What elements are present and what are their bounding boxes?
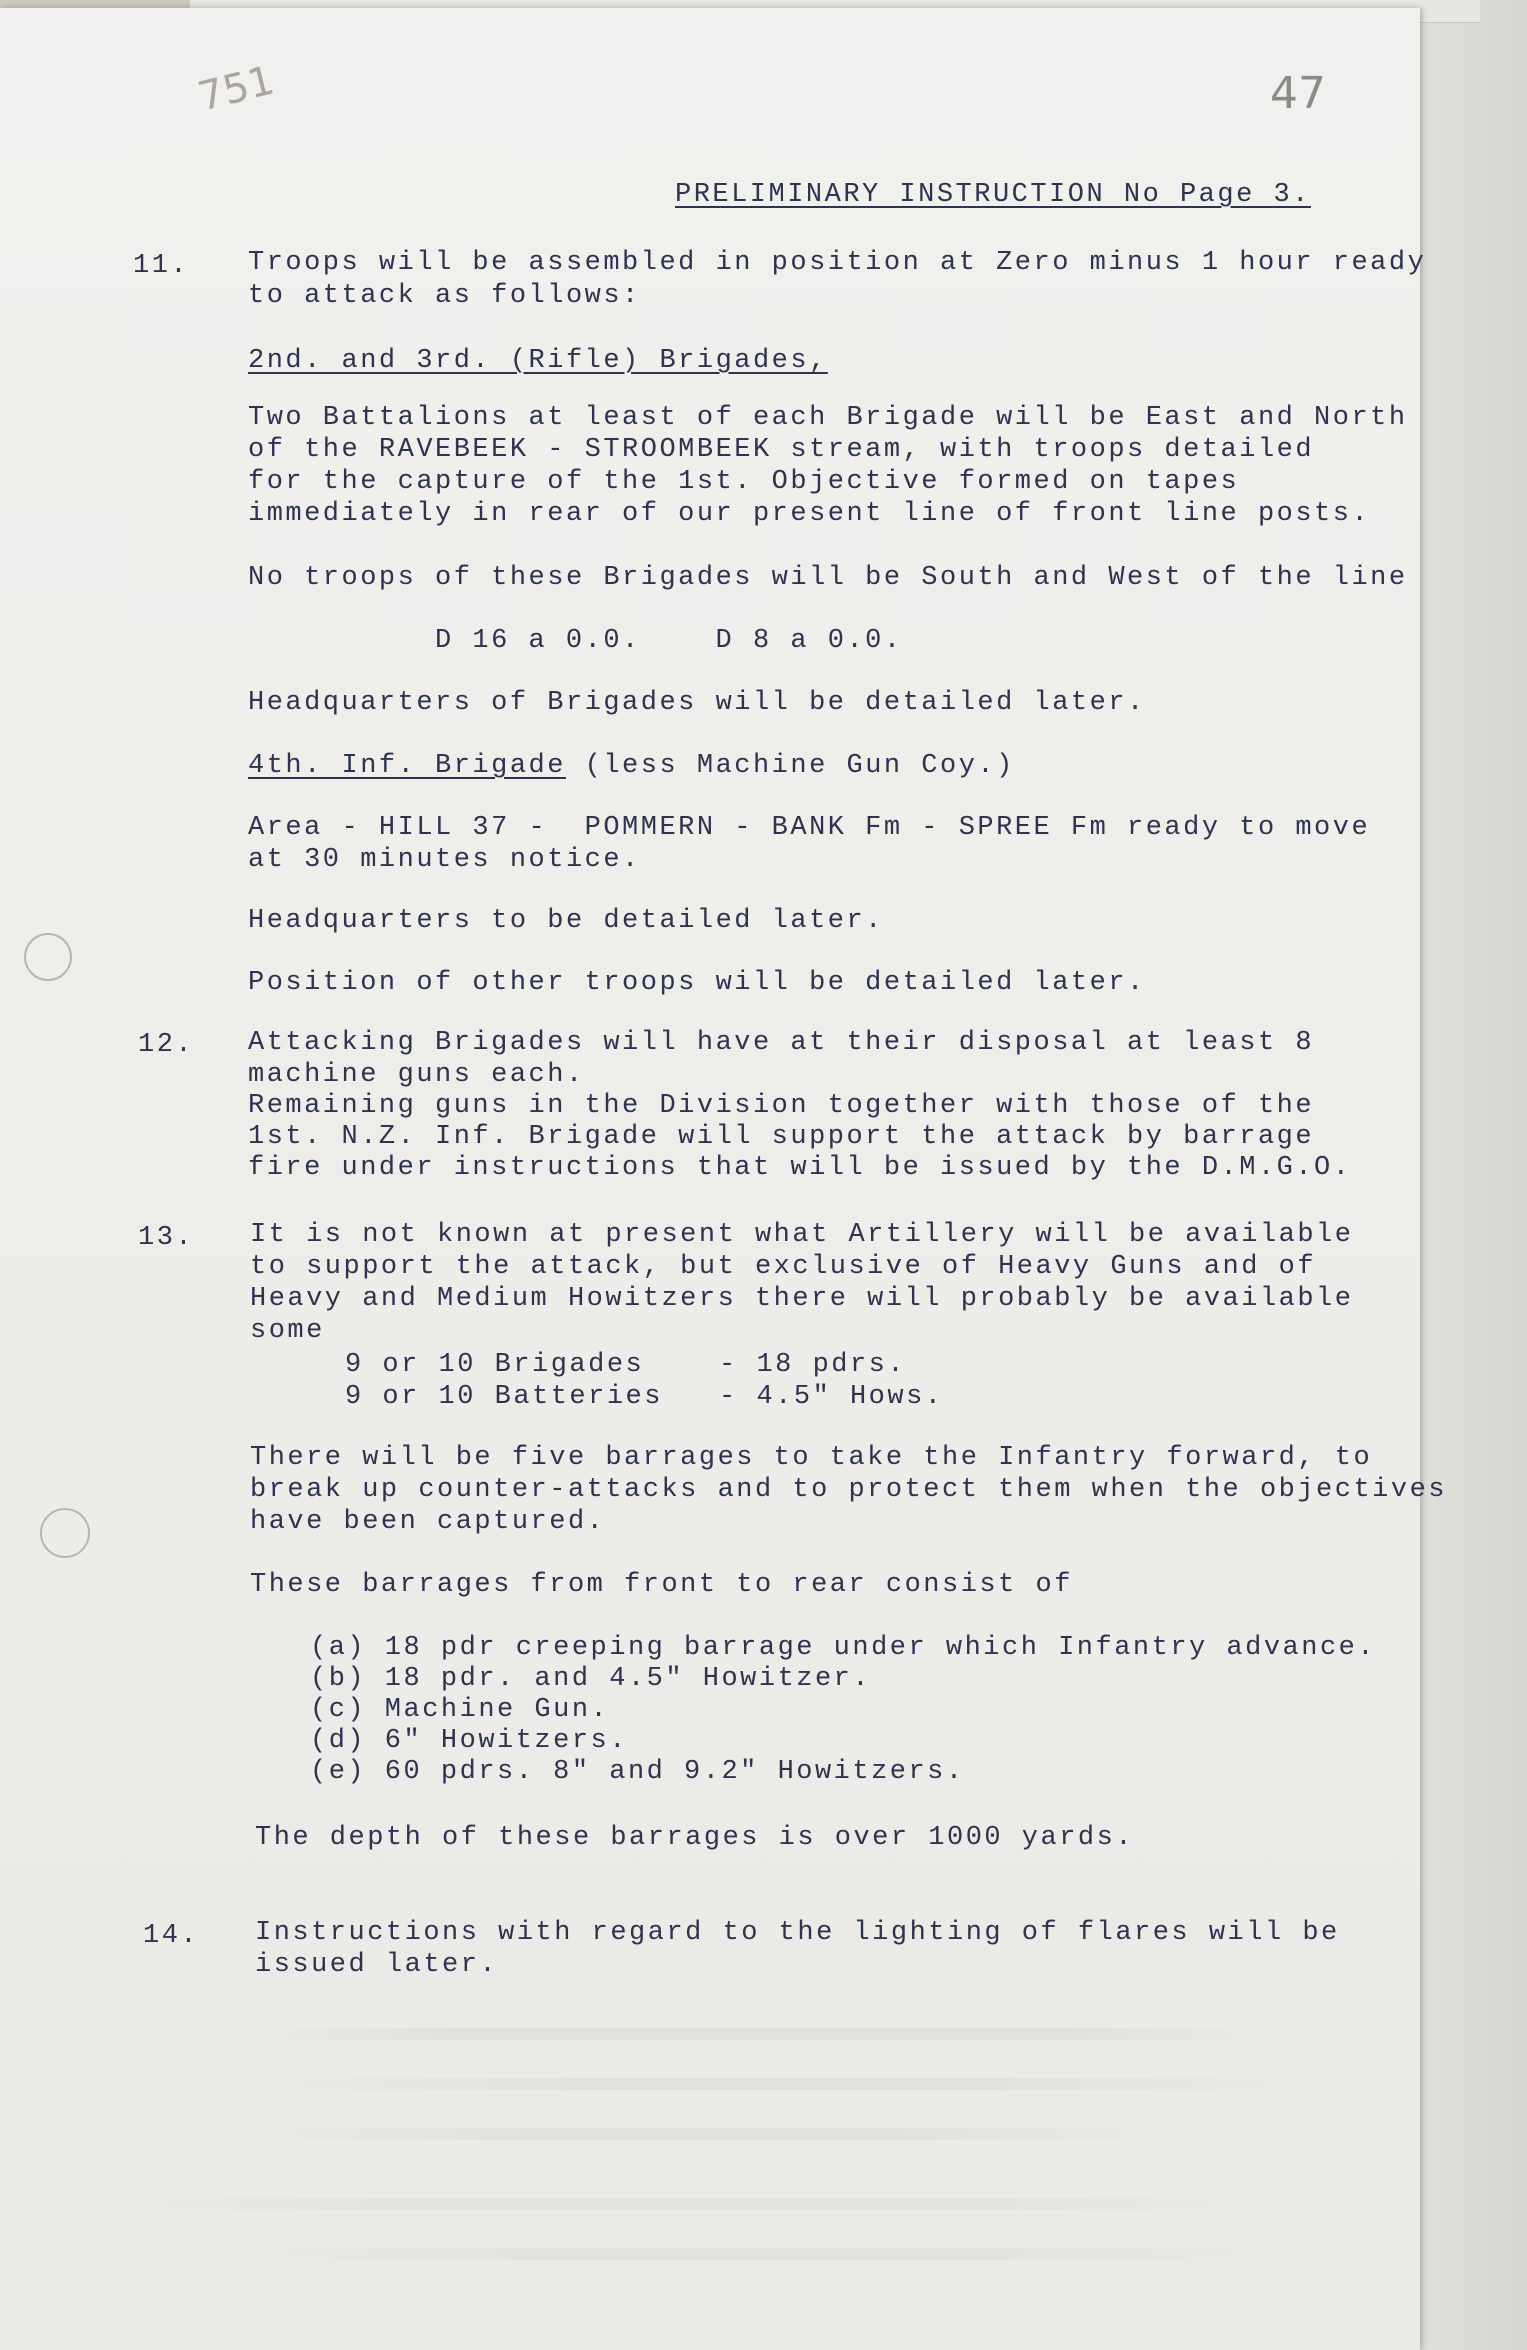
barrage-list-item: (d) 6" Howitzers. [310,1726,628,1756]
paragraph-line: Headquarters of Brigades will be detailed later. [248,688,1146,718]
section-text-line: Heavy and Medium Howitzers there will probably be available [250,1284,1354,1314]
page-title: PRELIMINARY INSTRUCTION No Page 3. [675,180,1311,210]
section-text-line: Instructions with regard to the lighting of flares will be [255,1918,1340,1948]
paragraph-line: The depth of these barrages is over 1000 yards. [255,1823,1135,1853]
section-text-line: It is not known at present what Artillery will be available [250,1220,1354,1250]
barrage-list-item: (a) 18 pdr creeping barrage under which Infantry advance. [310,1633,1377,1663]
artillery-line: 9 or 10 Batteries - 4.5" Hows. [345,1382,944,1412]
hole-punch-mark [24,933,72,981]
paragraph-line: Position of other troops will be detailed later. [248,968,1146,998]
section-text-line: Attacking Brigades will have at their disposal at least 8 [248,1028,1315,1058]
subheading: 2nd. and 3rd. (Rifle) Brigades, [248,346,828,376]
map-reference: D 16 a 0.0. D 8 a 0.0. [435,626,903,656]
section-text-line: 1st. N.Z. Inf. Brigade will support the attack by barrage [248,1122,1315,1152]
barrage-list-item: (c) Machine Gun. [310,1695,610,1725]
archive-number: 751 [193,57,279,121]
paragraph-line: Area - HILL 37 - POMMERN - BANK Fm - SPREE Fm ready to move [248,813,1371,843]
paragraph-line: immediately in rear of our present line of front line posts. [248,499,1371,529]
section-text-line: to support the attack, but exclusive of Heavy Guns and of [250,1252,1317,1282]
paragraph-line: at 30 minutes notice. [248,845,641,875]
section-text-line: machine guns each. [248,1060,585,1090]
paragraph-line: break up counter-attacks and to protect them when the objectives [250,1475,1447,1505]
artillery-line: 9 or 10 Brigades - 18 pdrs. [345,1350,907,1380]
section-number: 12. [138,1030,195,1060]
section-text-line: Remaining guns in the Division together with those of the [248,1091,1315,1121]
paragraph-line: Headquarters to be detailed later. [248,906,884,936]
subheading-line [248,751,1015,782]
section-text-line: issued later. [255,1950,499,1980]
show-through-area [140,2018,1340,2318]
subheading: 4th. Inf. Brigade [248,751,566,781]
section-text-line: some [250,1316,325,1346]
section-text-line: fire under instructions that will be issued by the D.M.G.O. [248,1153,1352,1183]
section-number: 14. [143,1921,200,1951]
document-page [0,8,1447,2350]
barrage-list-item: (b) 18 pdr. and 4.5" Howitzer. [310,1664,872,1694]
paragraph-line: Two Battalions at least of each Brigade will be East and North [248,403,1408,433]
section-number: 13. [138,1223,195,1253]
section-text-line: to attack as follows: [248,281,641,311]
paragraph-line: No troops of these Brigades will be South and West of the line [248,563,1408,593]
barrage-list-item: (e) 60 pdrs. 8" and 9.2" Howitzers. [310,1757,965,1787]
section-text-line: Troops will be assembled in position at Zero minus 1 hour ready [248,248,1427,278]
paragraph-line: These barrages from front to rear consist of [250,1570,1073,1600]
paragraph-line: for the capture of the 1st. Objective formed on tapes [248,467,1240,497]
section-number: 11. [133,251,190,281]
paragraph-line: of the RAVEBEEK - STROOMBEEK stream, with troops detailed [248,435,1315,465]
subheading-note: (less Machine Gun Coy.) [565,751,1015,781]
page-number: 47 [1270,68,1326,119]
paragraph-line: There will be five barrages to take the Infantry forward, to [250,1443,1373,1473]
paragraph-line: have been captured. [250,1507,606,1537]
hole-punch-mark [40,1508,90,1558]
